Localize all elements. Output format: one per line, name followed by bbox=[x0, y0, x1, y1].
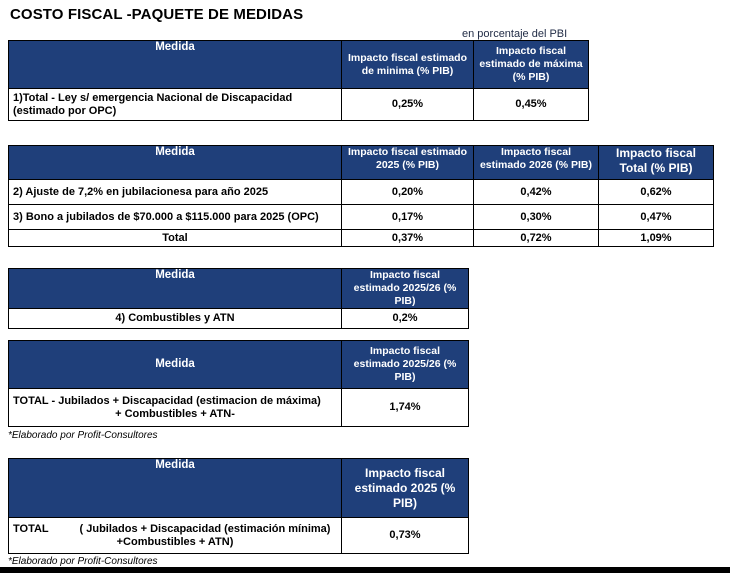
header-impacto-total: Impacto fiscal Total (% PIB) bbox=[599, 146, 714, 180]
value-2025-26: 1,74% bbox=[342, 389, 469, 427]
row-label: 3) Bono a jubilados de $70.000 a $115.000 para 2025 (OPC) bbox=[9, 205, 342, 230]
table-total-minima bbox=[8, 458, 469, 554]
value-2025-26: 0,2% bbox=[342, 309, 469, 329]
table-row bbox=[9, 205, 714, 230]
value-total: 0,47% bbox=[599, 205, 714, 230]
header-impacto-2025: Impacto fiscal estimado 2025 (% PIB) bbox=[342, 146, 474, 180]
value-minima: 0,25% bbox=[342, 89, 474, 121]
row-label-line1 bbox=[13, 523, 337, 536]
row-label-total: TOTAL bbox=[13, 522, 49, 535]
header-impacto-minima: Impacto fiscal estimado de minima (% PIB) bbox=[342, 41, 474, 89]
header-impacto-maxima: Impacto fiscal estimado de máxima (% PIB) bbox=[474, 41, 589, 89]
header-medida: Medida bbox=[9, 146, 342, 180]
row-label: 4) Combustibles y ATN bbox=[9, 309, 342, 329]
table-row-total bbox=[9, 230, 714, 247]
page-title: COSTO FISCAL -PAQUETE DE MEDIDAS bbox=[10, 6, 304, 23]
footnote: *Elaborado por Profit-Consultores bbox=[8, 556, 158, 567]
value-total: 1,09% bbox=[599, 230, 714, 247]
header-medida: Medida bbox=[9, 341, 342, 389]
row-label-line1: TOTAL - Jubilados + Discapacidad (estimacion de máxima) bbox=[13, 394, 321, 407]
header-impacto-2026: Impacto fiscal estimado 2026 (% PIB) bbox=[474, 146, 599, 180]
unit-note: en porcentaje del PBI bbox=[462, 28, 568, 40]
table-combustibles bbox=[8, 268, 469, 329]
table-discapacidad bbox=[8, 40, 589, 121]
header-impacto-2025: Impacto fiscal estimado 2025 (% PIB) bbox=[342, 459, 469, 518]
table-total-maxima bbox=[8, 340, 469, 427]
row-label: Total bbox=[9, 230, 342, 247]
value-2025: 0,17% bbox=[342, 205, 474, 230]
header-impacto-2025-26: Impacto fiscal estimado 2025/26 (% PIB) bbox=[342, 269, 469, 309]
table-row bbox=[9, 180, 714, 205]
row-label: 2) Ajuste de 7,2% en jubilacionesa para año 2025 bbox=[9, 180, 342, 205]
row-label-line2: +Combustibles + ATN) bbox=[116, 535, 234, 548]
value-2025: 0,20% bbox=[342, 180, 474, 205]
row-label-line2: + Combustibles + ATN- bbox=[115, 407, 235, 420]
header-medida: Medida bbox=[9, 269, 342, 309]
header-medida: Medida bbox=[9, 459, 342, 518]
row-label: 1)Total - Ley s/ emergencia Nacional de Discapacidad (estimado por OPC) bbox=[9, 89, 342, 121]
row-label bbox=[9, 518, 342, 554]
value-2025: 0,37% bbox=[342, 230, 474, 247]
row-label-detail: ( Jubilados + Discapacidad (estimación mínima) bbox=[79, 522, 331, 535]
value-2026: 0,30% bbox=[474, 205, 599, 230]
bottom-border bbox=[0, 567, 730, 573]
header-impacto-2025-26: Impacto fiscal estimado 2025/26 (% PIB) bbox=[342, 341, 469, 389]
value-2026: 0,72% bbox=[474, 230, 599, 247]
table-jubilaciones bbox=[8, 145, 714, 247]
value-total: 0,62% bbox=[599, 180, 714, 205]
value-2026: 0,42% bbox=[474, 180, 599, 205]
footnote: *Elaborado por Profit-Consultores bbox=[8, 430, 158, 441]
value-2025: 0,73% bbox=[342, 518, 469, 554]
row-label bbox=[9, 389, 342, 427]
header-medida: Medida bbox=[9, 41, 342, 89]
value-maxima: 0,45% bbox=[474, 89, 589, 121]
